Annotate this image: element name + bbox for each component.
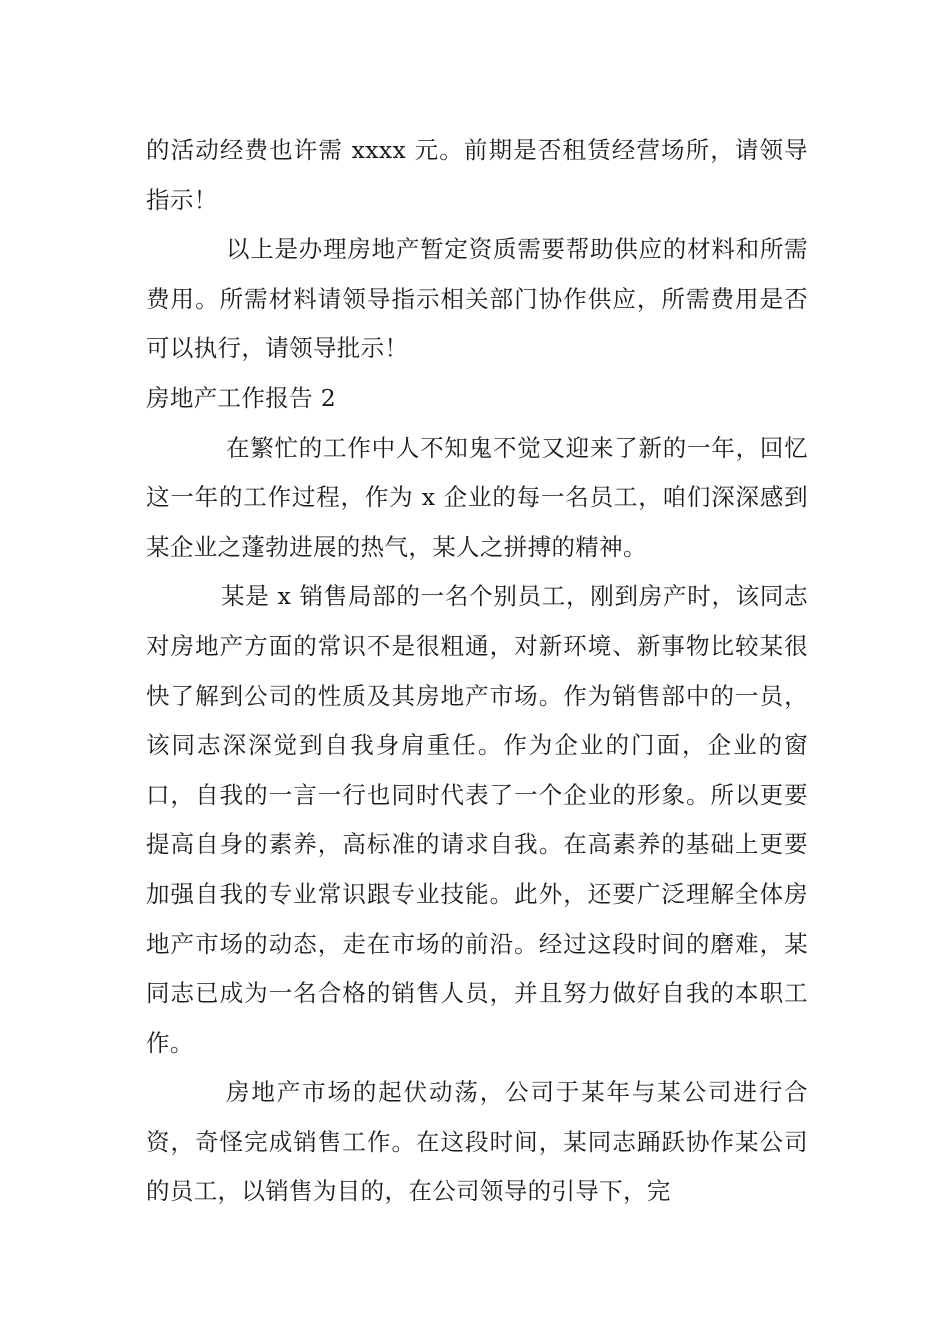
document-body xyxy=(146,126,808,1217)
section-heading: 房地产工作报告 2 xyxy=(146,383,337,412)
paragraph-continuation: 的活动经费也许需 xxxx 元。前期是否租赁经营场所，请领导指示！ xyxy=(146,136,808,214)
paragraph-sales-employee: 某是 x 销售局部的一名个别员工，刚到房产时，该同志对房地产方面的常识不是很粗通，对新环境、新事物比较某很快了解到公司的性质及其房地产市场。作为销售部中的一员，该同志深深觉到自我身肩重任。作为企业的门面，企业的窗口，自我的一言一行也同时代表了一个企业的形象。所以更要提高自身的素养，高标准的请求自我。在高素养的基础上更要加强自我的专业常识跟专业技能。此外，还要广泛理解全体房地产市场的动态，走在市场的前沿。经过这段时间的磨难，某同志已成为一名合格的销售人员，并且努力做好自我的本职工作。 xyxy=(146,582,808,1057)
paragraph-new-year: 在繁忙的工作中人不知鬼不觉又迎来了新的一年，回忆这一年的工作过程，作为 x 企业的每一名员工，咱们深深感到某企业之蓬勃进展的热气，某人之拼搏的精神。 xyxy=(146,433,808,561)
paragraph-market: 房地产市场的起伏动荡，公司于某年与某公司进行合资，奇怪完成销售工作。在这段时间，某同志踊跃协作某公司的员工，以销售为目的，在公司领导的引导下，完 xyxy=(146,1078,808,1206)
paragraph-qualification-summary: 以上是办理房地产暂定资质需要帮助供应的材料和所需费用。所需材料请领导指示相关部门协作供应，所需费用是否可以执行，请领导批示！ xyxy=(146,235,808,363)
